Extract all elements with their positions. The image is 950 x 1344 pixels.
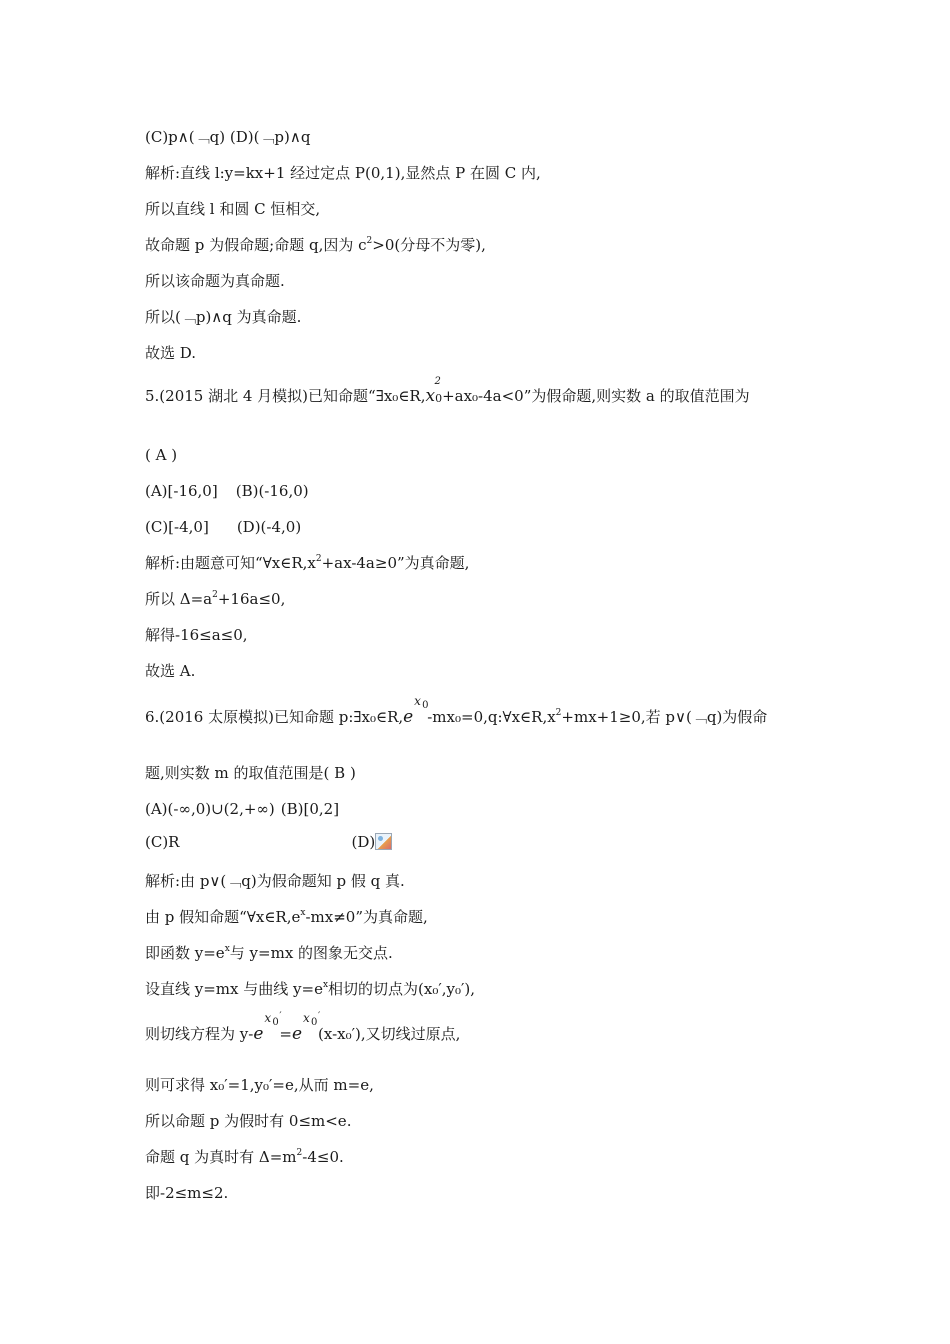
question-6-stem: 6.(2016 太原模拟)已知命题 p:∃x₀∈R,e x 0 $-mx_0=0,q:\forall x\in R,x^2+mx+1\ge 0$,若 p∨(﹁q)为假命 [145,694,768,727]
question-5-options-ab: (A)[-16,0] (B)(-16,0) [145,482,309,500]
q5-solution-2: 所以 $\Delta=a^2+16a\le 0$, [145,590,286,608]
solution-line-1: 解析:直线 l:y=kx+1 经过定点 P(0,1),显然点 P 在圆 C 内, [145,164,541,182]
broken-image-icon [375,833,392,850]
q6-solution-5: 则切线方程为 y-e x 0 ′ =e x 0 ′ (x-x₀′),又切线过原点, [145,1011,461,1044]
q6-solution-7: 所以命题 p 为假时有 0≤m<e. [145,1112,352,1130]
q5-solution-3: 解得-16≤a≤0, [145,626,248,644]
q6-solution-3: 即函数 $y=e^x$与 y=mx 的图象无交点. [145,944,393,962]
q6-solution-6: 则可求得 x₀′=1,y₀′=e,从而 m=e, [145,1076,374,1094]
answer-line: 故选 D. [145,344,197,362]
math-e-x0: e x 0 [403,694,429,727]
question-5-answer: ( A ) [145,446,178,464]
question-5-options-cd: (C)[-4,0] (D)(-4,0) [145,518,302,536]
math-x0-squared: x 2 0 [425,376,443,406]
math-e-x0-prime-2: e x 0 ′ [291,1011,321,1044]
question-6-stem-2: 题,则实数 m 的取值范围是( B ) [145,764,356,782]
option-line-c-d: (C)p∧(﹁q) (D)(﹁p)∧q [145,128,311,146]
solution-line-3: 故命题 p 为假命题;命题 q,因为 $c^2>0$(分母不为零), [145,236,486,254]
q6-solution-2: 由 p 假知命题“$\forall x\in R,e^x-mx\ne 0$”为真命题, [145,908,428,926]
q6-solution-4: 设直线 y=mx 与曲线 $y=e^x$相切的切点为(x₀′,y₀′), [145,980,476,998]
question-6-options-ab: (A)(-∞,0)∪(2,+∞) (B)[0,2] [145,800,340,818]
solution-line-2: 所以直线 l 和圆 C 恒相交, [145,200,321,218]
math-e-x0-prime-1: e x 0 ′ [253,1011,282,1044]
q6-solution-1: 解析:由 p∨(﹁q)为假命题知 p 假 q 真. [145,872,405,890]
question-6-options-cd: (C)R (D) [145,832,392,852]
q6-solution-8: 命题 q 为真时有 $\Delta=m^2-4\le 0$. [145,1148,344,1166]
question-5-stem: 5.(2015 湖北 4 月模拟)已知命题“∃x₀∈R,x 2 0+ax₀-4a<0”为假命题,则实数 a 的取值范围为 [145,376,750,406]
q5-solution-1: 解析:由题意可知“$\forall x\in R,x^2+ax-4a\ge 0$”为真命题, [145,554,470,572]
q6-solution-9: 即-2≤m≤2. [145,1184,229,1202]
q5-answer-line: 故选 A. [145,662,196,680]
solution-line-4: 所以该命题为真命题. [145,272,285,290]
solution-line-5: 所以(﹁p)∧q 为真命题. [145,308,302,326]
